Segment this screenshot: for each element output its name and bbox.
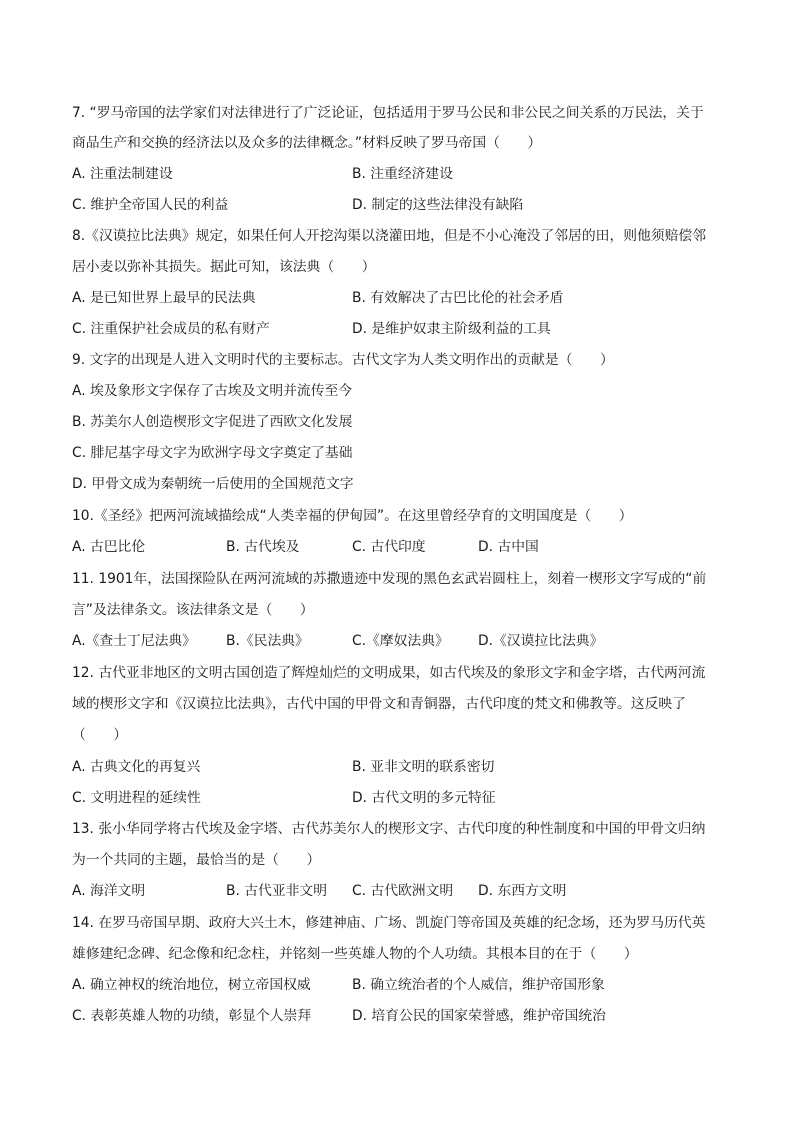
question-8-option-a: A. 是已知世界上最早的民法典 bbox=[72, 290, 256, 306]
question-10-option-c: C. 古代印度 bbox=[352, 539, 426, 555]
question-9-option-a: A. 埃及象形文字保存了古埃及文明并流传至今 bbox=[72, 383, 353, 399]
question-7-stem-line-1: 7. “罗马帝国的法学家们对法律进行了广泛论证，包括适用于罗马公民和非公民之间关系的万民法，关于 bbox=[72, 105, 704, 121]
question-8-option-b: B. 有效解决了古巴比伦的社会矛盾 bbox=[352, 290, 564, 306]
question-13-stem-line-1: 13. 张小华同学将古代埃及金字塔、古代苏美尔人的楔形文字、古代印度的种性制度和中国的甲骨文归纳 bbox=[72, 821, 706, 837]
question-13-option-d: D. 东西方文明 bbox=[478, 883, 567, 899]
question-8-option-c: C. 注重保护社会成员的私有财产 bbox=[72, 321, 270, 337]
question-9-option-b: B. 苏美尔人创造楔形文字促进了西欧文化发展 bbox=[72, 414, 353, 430]
question-11-option-d: D.《汉谟拉比法典》 bbox=[478, 633, 604, 649]
question-14-option-d: D. 培育公民的国家荣誉感，维护帝国统治 bbox=[352, 1008, 606, 1024]
question-7-option-c: C. 维护全帝国人民的利益 bbox=[72, 197, 229, 213]
question-7-option-b: B. 注重经济建设 bbox=[352, 166, 454, 182]
question-8-stem-line-2: 居小麦以弥补其损失。据此可知，该法典（ ） bbox=[72, 259, 376, 275]
question-13-stem-line-2: 为一个共同的主题，最恰当的是（ ） bbox=[72, 852, 321, 868]
question-11-option-c: C.《摩奴法典》 bbox=[352, 633, 449, 649]
question-13-option-a: A. 海洋文明 bbox=[72, 883, 146, 899]
question-12-option-a: A. 古典文化的再复兴 bbox=[72, 759, 201, 775]
question-10-option-a: A. 古巴比伦 bbox=[72, 539, 146, 555]
question-7-stem-line-2: 商品生产和交换的经济法以及众多的法律概念。”材料反映了罗马帝国（ ） bbox=[72, 135, 542, 151]
question-8-stem-line-1: 8.《汉谟拉比法典》规定，如果任何人开挖沟渠以浇灌田地，但是不小心淹没了邻居的田，则他须赔偿邻 bbox=[72, 228, 707, 244]
question-12-option-c: C. 文明进程的延续性 bbox=[72, 790, 201, 806]
question-13-option-c: C. 古代欧洲文明 bbox=[352, 883, 454, 899]
question-12-option-b: B. 亚非文明的联系密切 bbox=[352, 759, 495, 775]
question-12-stem-line-2: 域的楔形文字和《汉谟拉比法典》，古代中国的甲骨文和青铜器，古代印度的梵文和佛教等。这反映了 bbox=[72, 696, 686, 712]
question-9-stem: 9. 文字的出现是人进入文明时代的主要标志。古代文字为人类文明作出的贡献是（ ） bbox=[72, 352, 614, 368]
question-9-option-d: D. 甲骨文成为秦朝统一后使用的全国规范文字 bbox=[72, 476, 354, 492]
question-9-option-c: C. 腓尼基字母文字为欧洲字母文字奠定了基础 bbox=[72, 445, 353, 461]
question-14-option-c: C. 表彰英雄人物的功绩，彰显个人崇拜 bbox=[72, 1008, 312, 1024]
question-11-stem-line-2: 言”及法律条文。该法律条文是（ ） bbox=[72, 602, 314, 618]
question-11-option-b: B.《民法典》 bbox=[226, 633, 309, 649]
question-13-option-b: B. 古代亚非文明 bbox=[226, 883, 328, 899]
question-10-option-b: B. 古代埃及 bbox=[226, 539, 300, 555]
question-14-stem-line-2: 雄修建纪念碑、纪念像和纪念柱，并铭刻一些英雄人物的个人功绩。其根本目的在于（ ） bbox=[72, 946, 638, 962]
question-10-stem: 10.《圣经》把两河流域描绘成“人类幸福的伊甸园”。在这里曾经孕育的文明国度是（ ） bbox=[72, 508, 633, 524]
question-8-option-d: D. 是维护奴隶主阶级利益的工具 bbox=[352, 321, 551, 337]
question-14-option-a: A. 确立神权的统治地位，树立帝国权威 bbox=[72, 977, 311, 993]
question-14-option-b: B. 确立统治者的个人威信，维护帝国形象 bbox=[352, 977, 605, 993]
question-14-stem-line-1: 14. 在罗马帝国早期、政府大兴土木，修建神庙、广场、凯旋门等帝国及英雄的纪念场，还为罗马历代英 bbox=[72, 915, 706, 931]
question-7-option-a: A. 注重法制建设 bbox=[72, 166, 173, 182]
question-11-stem-line-1: 11. 1901年，法国探险队在两河流域的苏撒遗迹中发现的黑色玄武岩圆柱上，刻着一楔形文字写成的“前 bbox=[72, 571, 707, 587]
question-12-option-d: D. 古代文明的多元特征 bbox=[352, 790, 496, 806]
question-11-option-a: A.《查士丁尼法典》 bbox=[72, 633, 196, 649]
question-12-stem-line-3: （ ） bbox=[72, 727, 128, 743]
question-12-stem-line-1: 12. 古代亚非地区的文明古国创造了辉煌灿烂的文明成果，如古代埃及的象形文字和金字塔，古代两河流 bbox=[72, 665, 706, 681]
question-7-option-d: D. 制定的这些法律没有缺陷 bbox=[352, 197, 524, 213]
question-10-option-d: D. 古中国 bbox=[478, 539, 539, 555]
